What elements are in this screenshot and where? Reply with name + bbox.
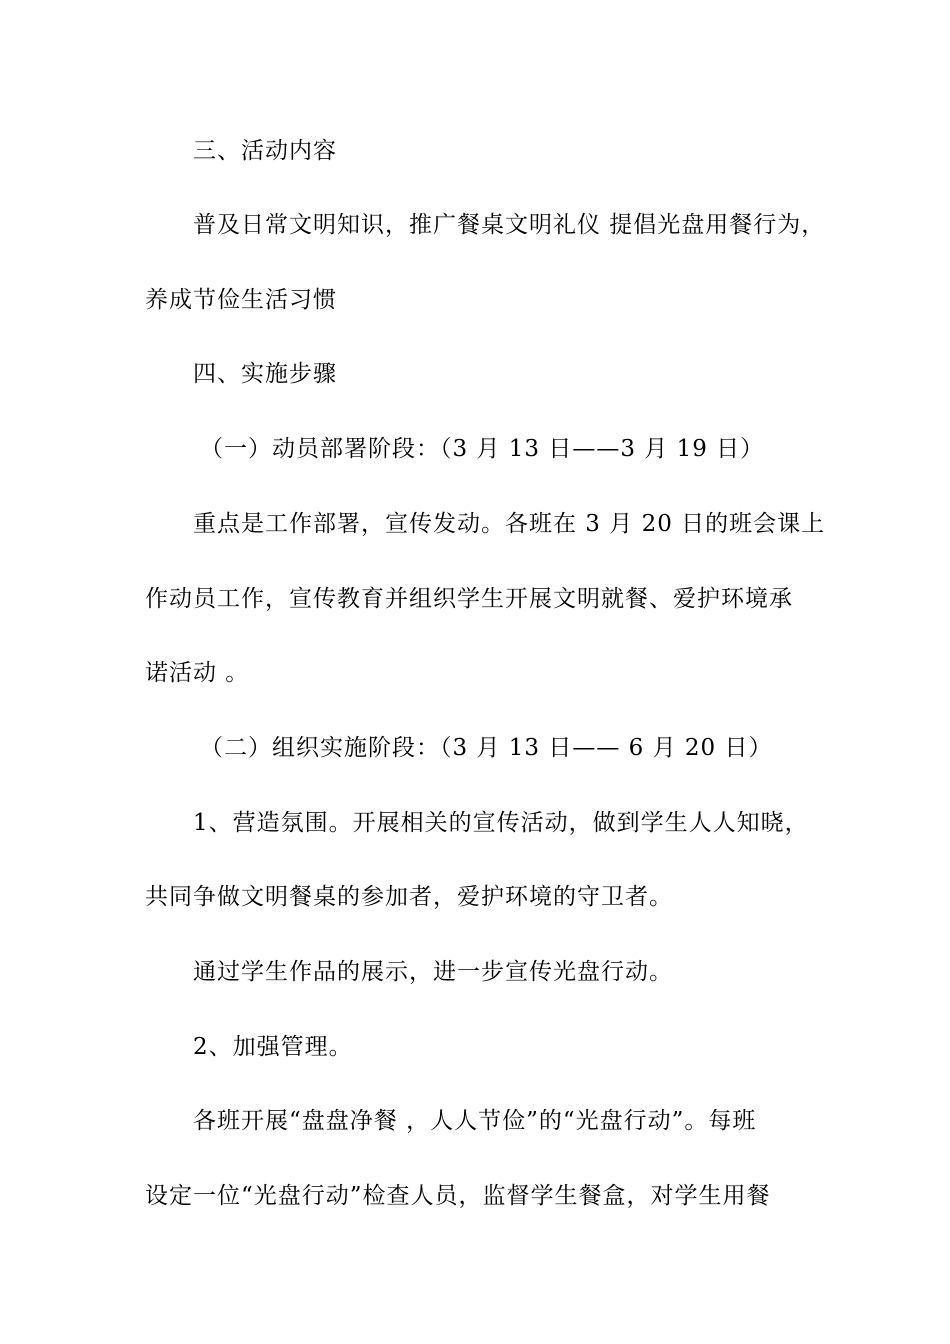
subsection-heading-mobilization: （一）动员部署阶段：（3 月 13 日——3 月 19 日） [200, 436, 765, 462]
paragraph-line: 诺活动 。 [145, 660, 250, 686]
paragraph-line: 作动员工作，宣传教育并组织学生开展文明就餐、爱护环境承 [145, 586, 793, 612]
paragraph-line: 通过学生作品的展示，进一步宣传光盘行动。 [193, 959, 673, 985]
paragraph-line: 各班开展“盘盘净餐 ，人人节俭”的“光盘行动”。每班 [193, 1108, 757, 1134]
section-heading-implementation-steps: 四、实施步骤 [193, 361, 337, 387]
paragraph-line: 设定一位“光盘行动”检查人员，监督学生餐盒，对学生用餐 [145, 1183, 771, 1209]
paragraph-line: 重点是工作部署，宣传发动。各班在 3 月 20 日的班会课上 [193, 511, 826, 537]
paragraph-line: 共同争做文明餐桌的参加者，爱护环境的守卫者。 [145, 884, 673, 910]
subsection-heading-implementation: （二）组织实施阶段：（3 月 13 日—— 6 月 20 日） [200, 735, 773, 761]
paragraph-line: 1、营造氛围。开展相关的宣传活动，做到学生人人知晓， [193, 810, 809, 836]
section-heading-activity-content: 三、活动内容 [193, 138, 337, 164]
paragraph-line: 养成节俭生活习惯 [145, 287, 337, 313]
item-heading-management: 2、加强管理。 [193, 1034, 353, 1060]
paragraph-line: 普及日常文明知识，推广餐桌文明礼仪 提倡光盘用餐行为， [193, 212, 826, 238]
